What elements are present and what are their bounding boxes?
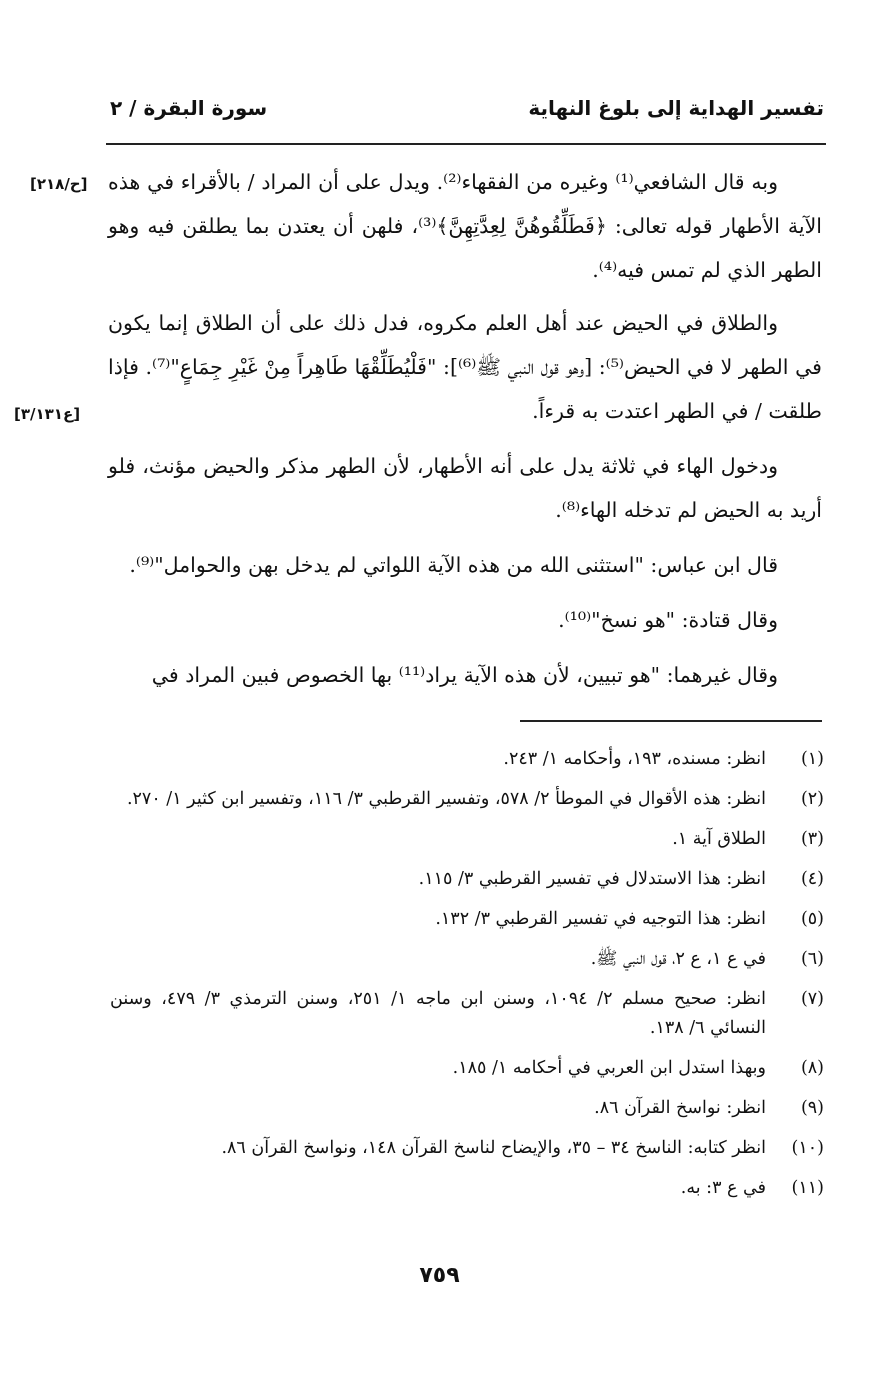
header-divider (106, 143, 826, 145)
footnote-number: (٥) (800, 909, 824, 929)
footnote (110, 985, 824, 1043)
footnote-number: (٣) (800, 829, 824, 849)
surah-reference: سورة البقرة / ٢ (110, 96, 268, 120)
paragraph-2: والطلاق في الحيض عند أهل العلم مكروه، فدل ذلك على أن الطلاق إنما يكون في الطهر لا في الحيض⁽⁵⁾: [وهو قول النبي ﷺ⁽⁶⁾]: "فَلْيُطَلِّقْهَا طَاهِراً مِنْ غَيْرِ جِمَاعٍ"⁽⁷⁾. فإذا طلقت / في الطهر اعتدت به قرءاً. (108, 311, 822, 423)
footnote-divider (520, 720, 822, 722)
footnote-number: (١٠) (791, 1138, 824, 1158)
footnote-text: انظر: هذا التوجيه في تفسير القرطبي ٣/ ١٣٢. (435, 909, 766, 929)
footnote (110, 1094, 824, 1123)
footnote-text: في ع ٣: به. (680, 1178, 766, 1198)
book-title: تفسير الهداية إلى بلوغ النهاية (528, 96, 824, 120)
footnote (110, 1134, 824, 1163)
footnote-number: (٢) (800, 789, 824, 809)
footnote (110, 1054, 824, 1083)
footnotes (110, 745, 824, 1214)
footnote-text: وبهذا استدل ابن العربي في أحكامه ١/ ١٨٥. (452, 1058, 766, 1078)
paragraph-5: وقال قتادة: "هو نسخ"⁽¹⁰⁾. (558, 608, 778, 632)
footnote-number: (٦) (800, 949, 824, 969)
footnote (110, 745, 824, 774)
footnote-number: (١١) (791, 1178, 824, 1198)
paragraph-1: وبه قال الشافعي⁽¹⁾ وغيره من الفقهاء⁽²⁾. ويدل على أن المراد / بالأقراء في هذه الآية الأطهار قوله تعالى: ﴿فَطَلِّقُوهُنَّ لِعِدَّتِهِنَّ﴾⁽³⁾، فلهن أن يعتدن بما يطلقن فيه وهو الطهر الذي لم تمس فيه⁽⁴⁾. (108, 170, 822, 282)
paragraph-4: قال ابن عباس: "استثنى الله من هذه الآية اللواتي لم يدخل بهن والحوامل"⁽⁹⁾. (129, 553, 778, 577)
paragraph-3: ودخول الهاء في ثلاثة يدل على أنه الأطهار، لأن الطهر مذكر والحيض مؤنث، فلو أريد به الحيض لم تدخله الهاء⁽⁸⁾. (108, 454, 822, 522)
footnote-number: (٧) (800, 989, 824, 1009)
footnote-text: انظر: هذه الأقوال في الموطأ ٢/ ٥٧٨، وتفسير القرطبي ٣/ ١١٦، وتفسير ابن كثير ١/ ٢٧٠. (126, 789, 766, 809)
margin-manuscript-ref-2: [ع٣/١٣١] (14, 405, 81, 423)
footnote-text: انظر كتابه: الناسخ ٣٤ – ٣٥، والإيضاح لناسخ القرآن ١٤٨، ونواسخ القرآن ٨٦. (221, 1138, 766, 1158)
footnote (110, 1174, 824, 1203)
main-text (108, 160, 822, 708)
footnote-number: (١) (800, 749, 824, 769)
running-header (110, 96, 824, 130)
footnote (110, 785, 824, 814)
footnote-text: انظر: هذا الاستدلال في تفسير القرطبي ٣/ ١١٥. (418, 869, 766, 889)
footnote-text: انظر: صحيح مسلم ٢/ ١٠٩٤، وسنن ابن ماجه ١/ ٢٥١، وسنن الترمذي ٣/ ٤٧٩، وسنن النسائي ٦/ ١٣٨. (110, 989, 766, 1038)
page-number: ٧٥٩ (419, 1263, 460, 1288)
footnote-number: (٨) (800, 1058, 824, 1078)
footnote-text: الطلاق آية ١. (672, 829, 766, 849)
footnote (110, 865, 824, 894)
footnote-text: انظر: مسنده، ١٩٣، وأحكامه ١/ ٢٤٣. (503, 749, 766, 769)
footnote-number: (٤) (800, 869, 824, 889)
footnote (110, 905, 824, 934)
footnote-number: (٩) (800, 1098, 824, 1118)
paragraph-6: وقال غيرهما: "هو تبيين، لأن هذه الآية يراد⁽¹¹⁾ بها الخصوص فبين المراد في (151, 663, 778, 687)
footnote (110, 825, 824, 854)
margin-manuscript-ref-1: [ح/٢١٨] (30, 175, 88, 193)
footnote (110, 945, 824, 974)
footnote-text: انظر: نواسخ القرآن ٨٦. (594, 1098, 766, 1118)
footnote-text: في ع ١، ع ٢، قول النبي ﷺ. (590, 949, 766, 969)
